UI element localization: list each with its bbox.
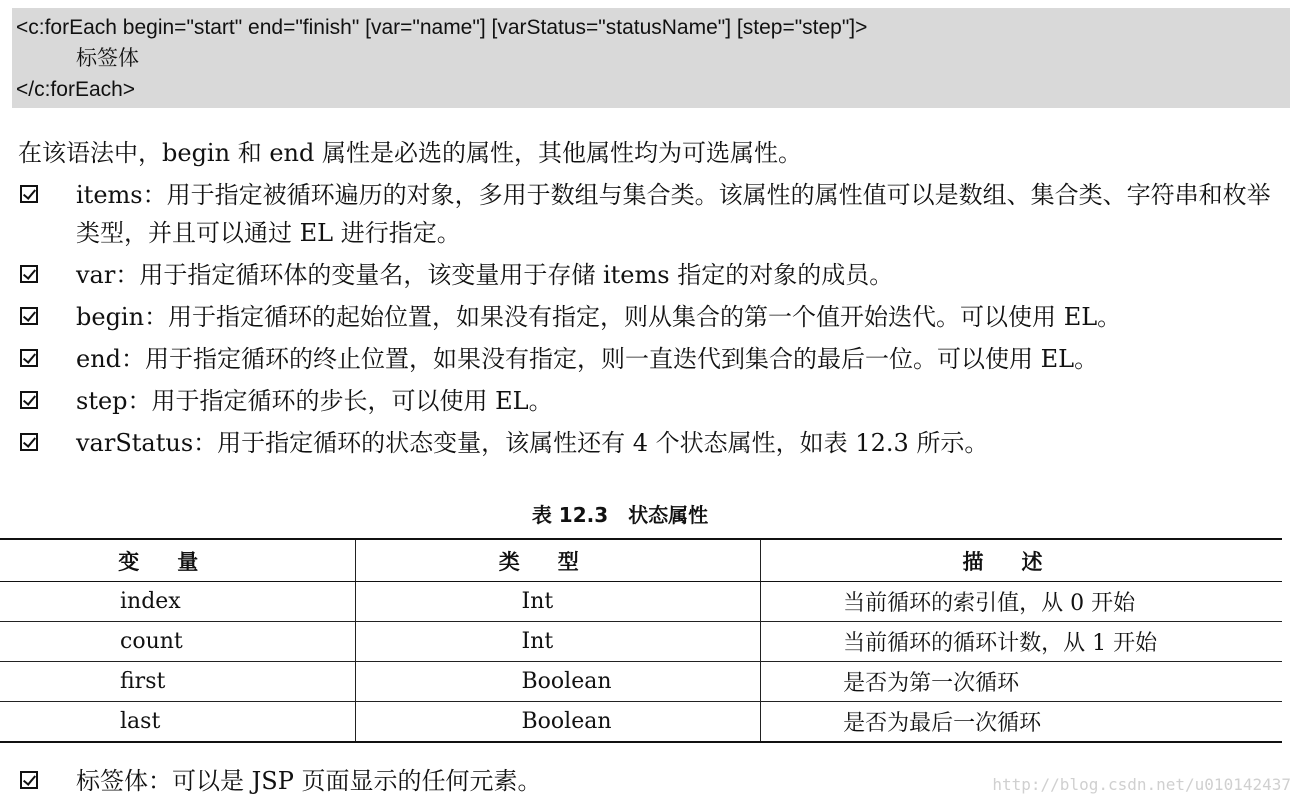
list-item-text: varStatus：用于指定循环的状态变量，该属性还有 4 个状态属性，如表 12.3 所示。: [76, 429, 989, 457]
table-row: [0, 702, 1282, 742]
column-header-type: 类型: [355, 539, 761, 582]
list-item-text: step：用于指定循环的步长，可以使用 EL。: [76, 387, 553, 415]
list-item-begin: [18, 298, 1293, 336]
cell-description: 当前循环的循环计数，从 1 开始: [761, 622, 1282, 662]
code-line-close-tag: </c:forEach>: [16, 78, 136, 101]
list-item-items: [18, 176, 1293, 252]
cell-description: 是否为第一次循环: [761, 662, 1282, 702]
checkbox-checked-icon: [20, 771, 38, 789]
cell-type: Int: [355, 582, 761, 622]
list-item-tag-body: [18, 762, 541, 800]
table-row: [0, 582, 1282, 622]
cell-description: 当前循环的索引值，从 0 开始: [761, 582, 1282, 622]
status-attributes-table: [0, 538, 1282, 743]
list-item-var: [18, 256, 1293, 294]
list-item-step: [18, 382, 1293, 420]
cell-variable: index: [0, 582, 355, 622]
table-header-row: [0, 539, 1282, 582]
cell-variable: last: [0, 702, 355, 742]
list-item-text: var：用于指定循环体的变量名，该变量用于存储 items 指定的对象的成员。: [76, 261, 894, 289]
cell-type: Boolean: [355, 702, 761, 742]
cell-type: Int: [355, 622, 761, 662]
list-item-text: end：用于指定循环的终止位置，如果没有指定，则一直迭代到集合的最后一位。可以使用 EL。: [76, 345, 1099, 373]
list-item-text: 标签体：可以是 JSP 页面显示的任何元素。: [76, 767, 542, 795]
cell-description: 是否为最后一次循环: [761, 702, 1282, 742]
list-item-text: items：用于指定被循环遍历的对象，多用于数组与集合类。该属性的属性值可以是数组、集合类、字符串和枚举类型，并且可以通过 EL 进行指定。: [76, 181, 1271, 247]
intro-paragraph: 在该语法中，begin 和 end 属性是必选的属性，其他属性均为可选属性。: [18, 139, 802, 167]
checkbox-checked-icon: [20, 265, 38, 283]
list-item-text: begin：用于指定循环的起始位置，如果没有指定，则从集合的第一个值开始迭代。可以使用 EL。: [76, 303, 1122, 331]
list-item-varstatus: [18, 424, 1293, 462]
column-header-description: 描述: [761, 539, 1282, 582]
column-header-variable: 变量: [0, 539, 355, 582]
checkbox-checked-icon: [20, 307, 38, 325]
checkbox-checked-icon: [20, 349, 38, 367]
checkbox-checked-icon: [20, 185, 38, 203]
watermark-url: http://blog.csdn.net/u010142437: [992, 775, 1291, 794]
table-row: [0, 622, 1282, 662]
table-row: [0, 662, 1282, 702]
table-caption: 表 12.3 状态属性: [531, 503, 709, 527]
cell-type: Boolean: [355, 662, 761, 702]
checkbox-checked-icon: [20, 433, 38, 451]
code-line-open-tag: <c:forEach begin="start" end="finish" [var="name"] [varStatus="statusName"] [step="step"]>: [16, 16, 868, 39]
code-line-body: 标签体: [76, 47, 139, 70]
checkbox-checked-icon: [20, 391, 38, 409]
cell-variable: count: [0, 622, 355, 662]
cell-variable: first: [0, 662, 355, 702]
attribute-list: [18, 176, 1293, 466]
code-block: [12, 8, 1290, 108]
list-item-end: [18, 340, 1293, 378]
